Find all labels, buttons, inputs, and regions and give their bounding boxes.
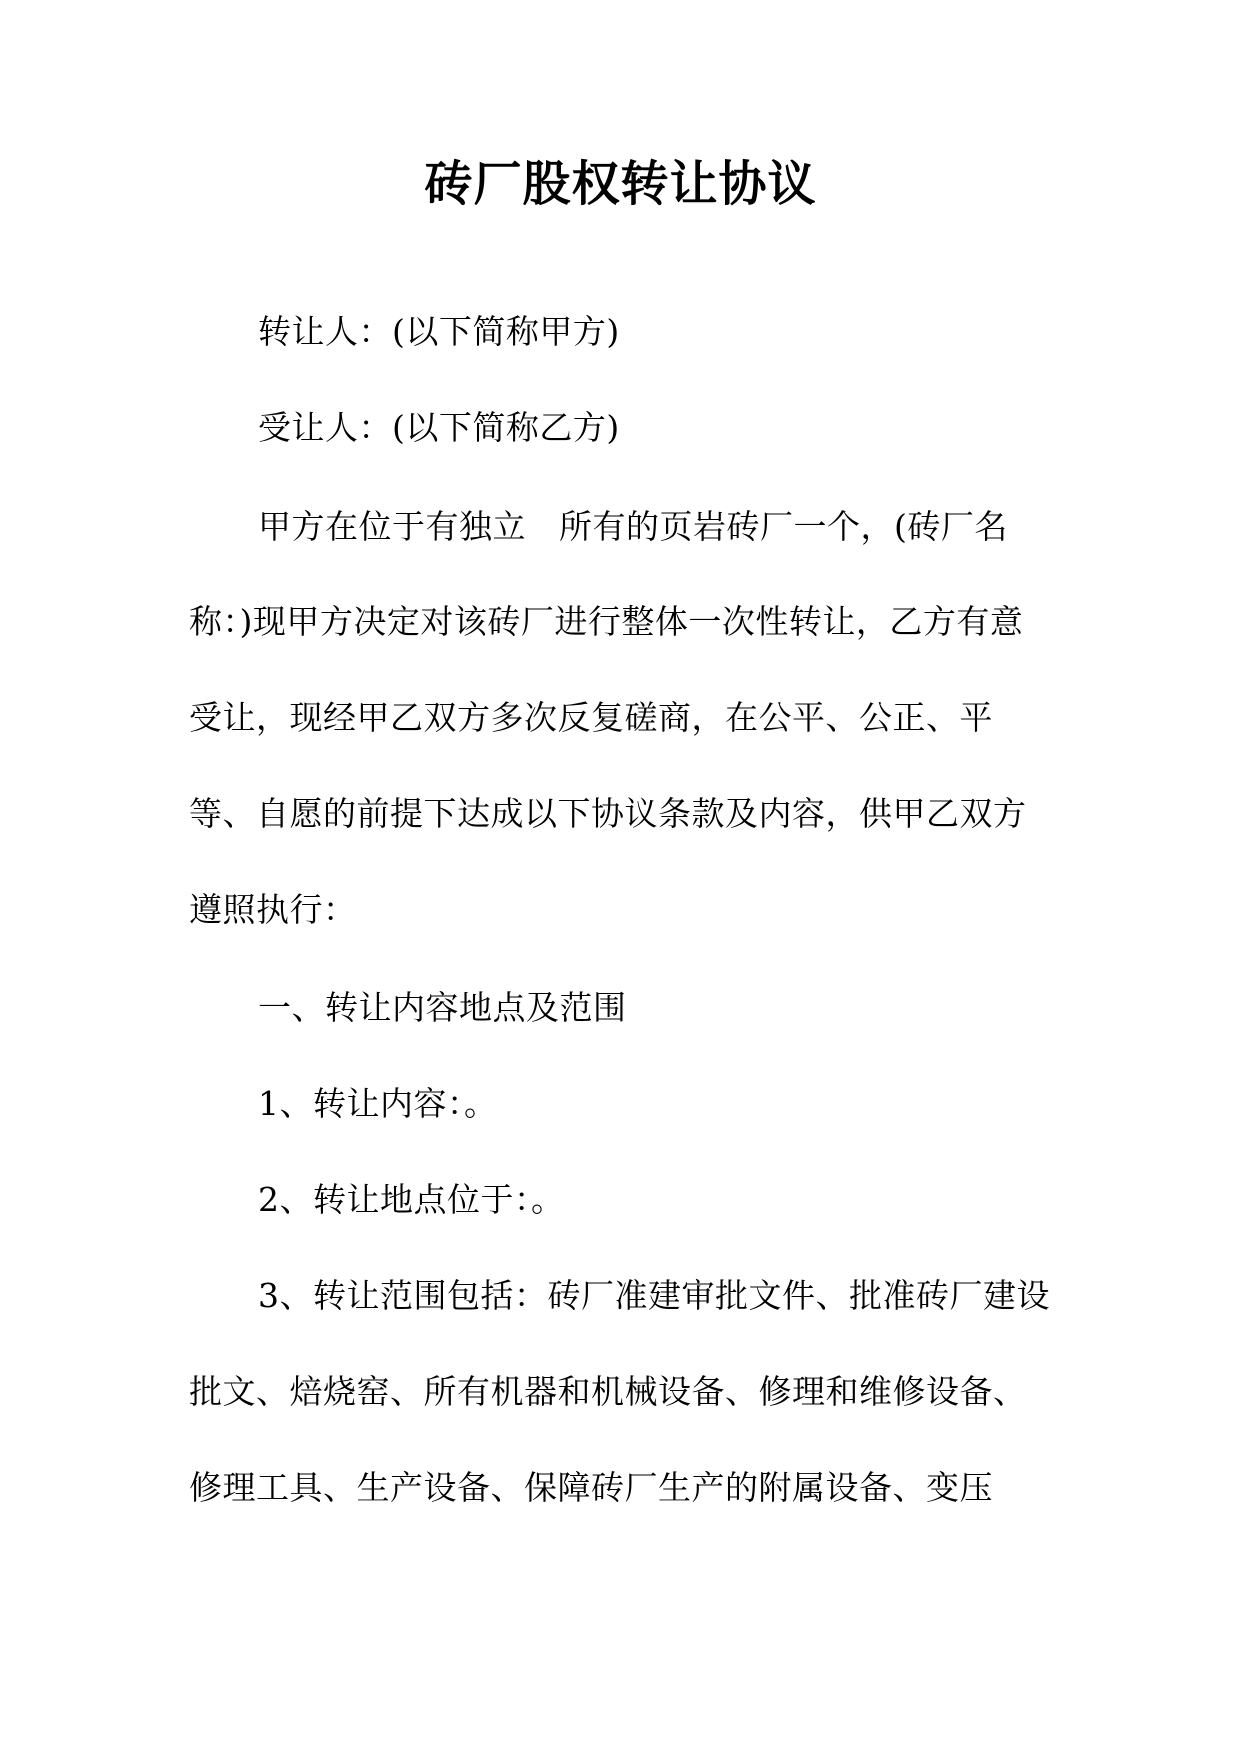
transferor-line: 转让人：(以下简称甲方) bbox=[258, 312, 620, 351]
clause-3: 3、转让范围包括：砖厂准建审批文件、批准砖厂建设 bbox=[258, 1276, 1050, 1315]
clause-1: 1、转让内容：。 bbox=[258, 1084, 498, 1123]
body-text-line: 甲方在位于有独立 所有的页岩砖厂一个，(砖厂名 bbox=[258, 507, 1008, 546]
body-text-line: 遵照执行： bbox=[189, 890, 357, 929]
body-text-line: 等、自愿的前提下达成以下协议条款及内容，供甲乙双方 bbox=[189, 794, 1027, 833]
document-title: 砖厂股权转让协议 bbox=[424, 156, 817, 212]
clause-2: 2、转让地点位于：。 bbox=[258, 1180, 565, 1219]
body-text-line: 修理工具、生产设备、保障砖厂生产的附属设备、变压 bbox=[189, 1468, 993, 1507]
body-text-line: 批文、焙烧窑、所有机器和机械设备、修理和维修设备、 bbox=[189, 1372, 1027, 1411]
body-text-line: 受让，现经甲乙双方多次反复磋商，在公平、公正、平 bbox=[189, 698, 993, 737]
section-heading: 一、转让内容地点及范围 bbox=[258, 988, 627, 1027]
transferee-line: 受让人：(以下简称乙方) bbox=[258, 408, 620, 447]
body-text-line: 称：)现甲方决定对该砖厂进行整体一次性转让，乙方有意 bbox=[189, 602, 1024, 641]
